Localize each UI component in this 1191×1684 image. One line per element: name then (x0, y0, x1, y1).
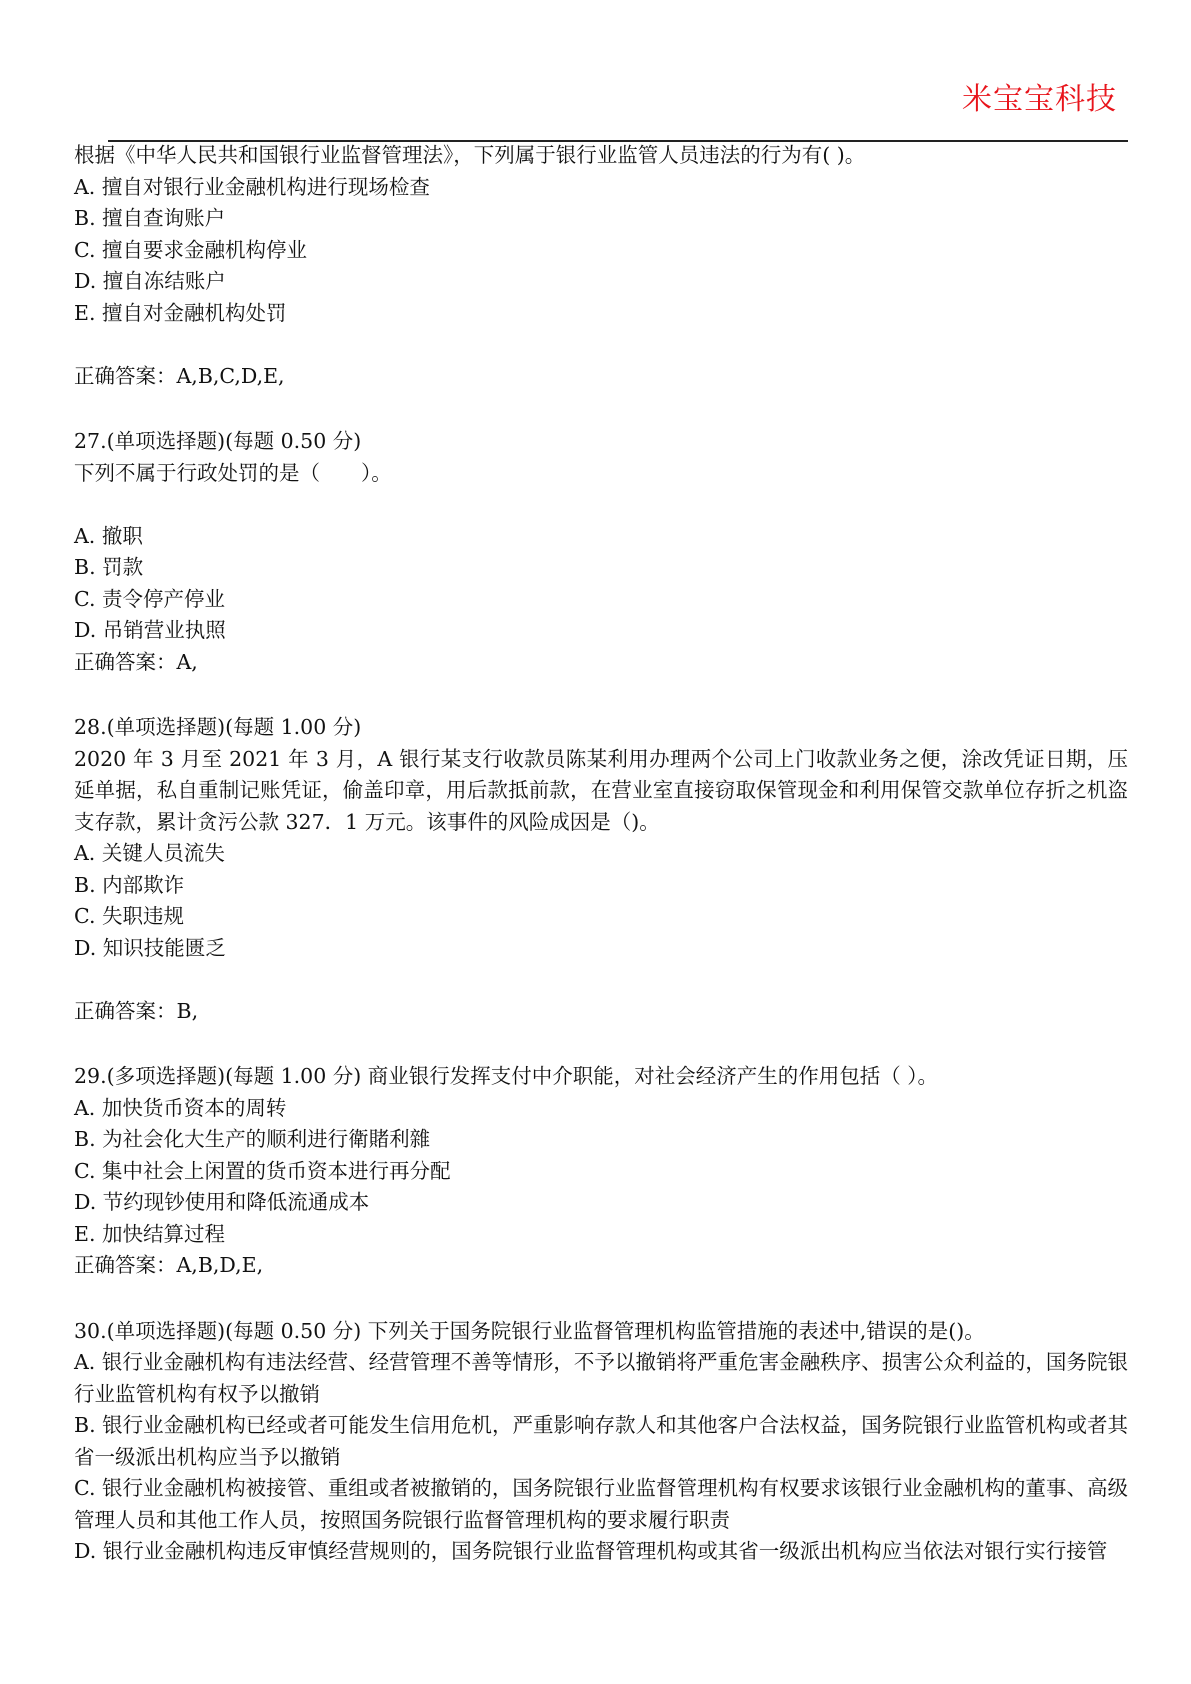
option-d: D. 擅自冻结账户 (74, 269, 226, 293)
option-c: C. 责令停产停业 (74, 586, 225, 611)
document-body (74, 140, 1128, 1568)
question-28 (74, 712, 1128, 1027)
correct-answer: 正确答案：B, (74, 998, 199, 1023)
option-e: E. 擅自对金融机构处罚 (74, 300, 287, 325)
question-30 (74, 1316, 1128, 1568)
question-header: 30.(单项选择题)(每题 0.50 分) 下列关于国务院银行业监督管理机构监管措施的表述中,错误的是()。 (74, 1318, 985, 1343)
option-d: D. 节约现钞使用和降低流通成本 (74, 1190, 370, 1214)
correct-answer: 正确答案：A, (74, 649, 198, 674)
option-a: A. 关键人员流失 (74, 841, 225, 865)
option-b: B. 银行业金融机构已经或者可能发生信用危机，严重影响存款人和其他客户合法权益，国务院银行业监管机构或者其省一级派出机构应当予以撤销 (74, 1413, 1128, 1469)
option-b: B. 内部欺诈 (74, 872, 185, 897)
option-a: A. 撤职 (74, 523, 143, 548)
option-c: C. 集中社会上闲置的货币资本进行再分配 (74, 1158, 451, 1183)
question-stem: 2020 年 3 月至 2021 年 3 月，A 银行某支行收款员陈某利用办理两个公司上门收款业务之便，涂改凭证日期，压延单据，私自重制记账凭证，偷盖印章，用后款抵前款，在营业室直接窃取保管现金和利用保管交款单位存折之机盗支存款，累计贪污公款 327．1 万元。该事件的风险成因是（)。 (74, 746, 1128, 834)
option-b: B. 擅自查询账户 (74, 206, 226, 230)
option-e: E. 加快结算过程 (74, 1221, 225, 1246)
question-header: 28.(单项选择题)(每题 1.00 分) (74, 715, 362, 739)
question-26 (74, 140, 1128, 392)
option-d: D. 知识技能匮乏 (74, 935, 226, 960)
option-d: D. 吊销营业执照 (74, 618, 226, 642)
option-a: A. 加快货币资本的周转 (74, 1095, 287, 1120)
option-c: C. 失职违规 (74, 904, 184, 928)
option-c: C. 银行业金融机构被接管、重组或者被撤销的，国务院银行业监督管理机构有权要求该银行业金融机构的董事、高级管理人员和其他工作人员，按照国务院银行监督管理机构的要求履行职责 (74, 1476, 1128, 1532)
option-b: B. 为社会化大生产的顺利进行衛賭利雜 (74, 1127, 431, 1151)
correct-answer: 正确答案：A,B,D,E, (74, 1253, 264, 1277)
question-29 (74, 1061, 1128, 1282)
question-header: 29.(多项选择题)(每题 1.00 分) 商业银行发挥支付中介职能，对社会经济产生的作用包括（ ）。 (74, 1064, 939, 1088)
option-a: A. 擅自对银行业金融机构进行现场检查 (74, 174, 430, 199)
question-stem: 下列不属于行政处罚的是（ ）。 (74, 460, 392, 485)
brand-watermark: 米宝宝科技 (962, 82, 1117, 117)
option-d: D. 银行业金融机构违反审慎经营规则的，国务院银行业监督管理机构或其省一级派出机构应当依法对银行实行接管 (74, 1539, 1108, 1563)
correct-answer: 正确答案：A,B,C,D,E, (74, 363, 285, 388)
option-a: A. 银行业金融机构有违法经营、经营管理不善等情形，不予以撤销将严重危害金融秩序、损害公众利益的，国务院银行业监管机构有权予以撤销 (74, 1350, 1128, 1406)
option-c: C. 擅自要求金融机构停业 (74, 237, 307, 262)
question-header: 27.(单项选择题)(每题 0.50 分) (74, 429, 362, 453)
question-stem: 根据《中华人民共和国银行业监督管理法》，下列属于银行业监管人员违法的行为有( )。 (74, 143, 866, 167)
option-b: B. 罚款 (74, 555, 144, 579)
question-27 (74, 426, 1128, 678)
